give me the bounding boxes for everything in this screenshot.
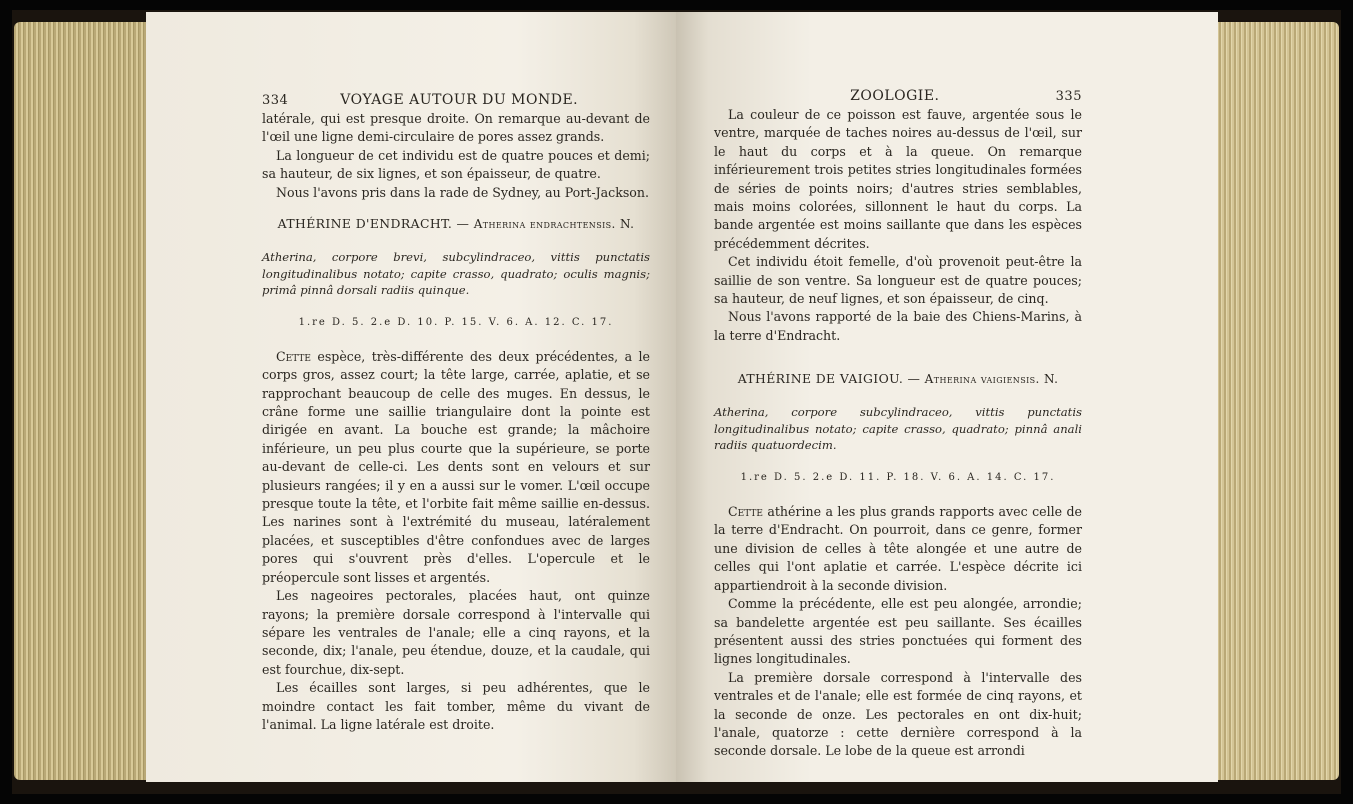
- paragraph: Comme la précédente, elle est peu alongée, arrondie; sa bandelette argentée est peu saillante. Ses écailles présentent aussi des stries ponctuées qui forment des lignes longitudinales.: [714, 596, 1082, 667]
- small-caps-opening: Cette: [276, 348, 311, 364]
- right-page-edges: [1207, 22, 1339, 780]
- page-number-left: 334: [262, 93, 289, 108]
- fin-formula: 1.re D. 5. 2.e D. 11. P. 18. V. 6. A. 14. C. 17.: [740, 472, 1056, 484]
- species-heading: [262, 216, 650, 231]
- right-page: [676, 12, 1218, 782]
- running-title-left: VOYAGE AUTOUR DU MONDE.: [340, 92, 579, 108]
- paragraph: [714, 503, 1082, 595]
- species-name-la: Atherina vaigiensis. N.: [924, 372, 1059, 387]
- small-caps-opening: Cette: [728, 504, 763, 520]
- page-number-right: 335: [1055, 89, 1082, 104]
- paragraph-text: athérine a les plus grands rapports avec celle de la terre d'Endracht. On pourroit, dans ce genre, former une division de celles à tête alongée et une autre de celles qui l'ont aplatie et carrée. L'espèce décrite ici appartiendroit à la seconde division.: [714, 504, 1082, 593]
- latin-diagnosis: Atherina, corpore subcylindraceo, vittis punctatis longitudinalibus notato; capite crasso, quadrato; pinnâ anali radiis quatuordecim.: [714, 405, 1082, 453]
- left-page: [146, 12, 676, 782]
- species-name-fr: ATHÉRINE DE VAIGIOU. —: [737, 371, 921, 387]
- paragraph: Les nageoires pectorales, placées haut, ont quinze rayons; la première dorsale correspond à l'intervalle qui sépare les ventrales de l'anale; elle a cinq rayons, et la seconde, dix; l'anale, peu étendue, douze, et la caudale, qui est fourchue, dix-sept.: [262, 588, 650, 677]
- paragraph: [262, 348, 650, 587]
- species-name-la: Atherina endrachtensis. N.: [473, 217, 635, 232]
- species-heading: [714, 371, 1082, 386]
- paragraph: La première dorsale correspond à l'intervalle des ventrales et de l'anale; elle est formée de cinq rayons, et la seconde de onze. Les pectorales en ont dix-huit; l'anale, quatorze : cette dernière correspond à la seconde dorsale. Le lobe de la queue est arrondi: [714, 669, 1082, 759]
- paragraph: La couleur de ce poisson est fauve, argentée sous le ventre, marquée de taches noires au-dessus de l'œil, sur le haut du corps et à la queue. On remarque inférieurement trois petites stries longitudinales formées de séries de points noirs; d'autres stries semblables, mais moins colorées, sillonnent le haut du corps. La bande argentée est moins saillante que dans les espèces précédemment décrites.: [714, 107, 1082, 251]
- paragraph: Nous l'avons rapporté de la baie des Chiens-Marins, à la terre d'Endracht.: [714, 309, 1082, 343]
- fin-formula: 1.re D. 5. 2.e D. 10. P. 15. V. 6. A. 12. C. 17.: [298, 316, 614, 328]
- paragraph: Cet individu étoit femelle, d'où provenoit peut-être la saillie de son ventre. Sa longueur est de quatre pouces; sa hauteur, de neuf lignes, et son épaisseur, de cinq.: [714, 254, 1082, 307]
- running-title-right: ZOOLOGIE.: [850, 88, 940, 104]
- paragraph: La longueur de cet individu est de quatre pouces et demi; sa hauteur, de six lignes, et son épaisseur, de quatre.: [262, 147, 650, 182]
- left-page-edges: [14, 22, 146, 780]
- paragraph-text: espèce, très-différente des deux précédentes, a le corps gros, assez court; la tête large, carrée, aplatie, et se rapprochant beaucoup de celle des muges. En dessus, le crâne forme une saillie triangulaire dont la pointe est dirigée en avant. La bouche est grande; la mâchoire inférieure, un peu plus courte que la supérieure, se porte au-devant de celle-ci. Les dents sont en velours et sur plusieurs rangées; il y en a aussi sur le vomer. L'œil occupe presque toute la tête, et l'orbite fait même saillie en-dessus. Les narines sont à l'extrémité du museau, latéralement placées, et susceptibles d'être confondues avec de larges pores qui s'ouvrent près d'elles. L'opercule et le préopercule sont lisses et argentés.: [262, 348, 650, 585]
- paragraph: Nous l'avons pris dans la rade de Sydney, au Port-Jackson.: [276, 184, 649, 200]
- paragraph: Les écailles sont larges, si peu adhérentes, que le moindre contact les fait tomber, même du vivant de l'animal. La ligne latérale est droite.: [262, 680, 650, 732]
- running-head-right: [714, 88, 1082, 104]
- species-name-fr: ATHÉRINE D'ENDRACHT. —: [277, 216, 470, 232]
- running-head-left: [262, 92, 650, 108]
- latin-diagnosis: Atherina, corpore brevi, subcylindraceo, vittis punctatis longitudinalibus notato; capite crasso, quadrato; oculis magnis; primâ pinnâ dorsali radiis quinque.: [262, 250, 650, 298]
- paragraph: latérale, qui est presque droite. On remarque au-devant de l'œil une ligne demi-circulaire de pores assez grands.: [262, 111, 650, 145]
